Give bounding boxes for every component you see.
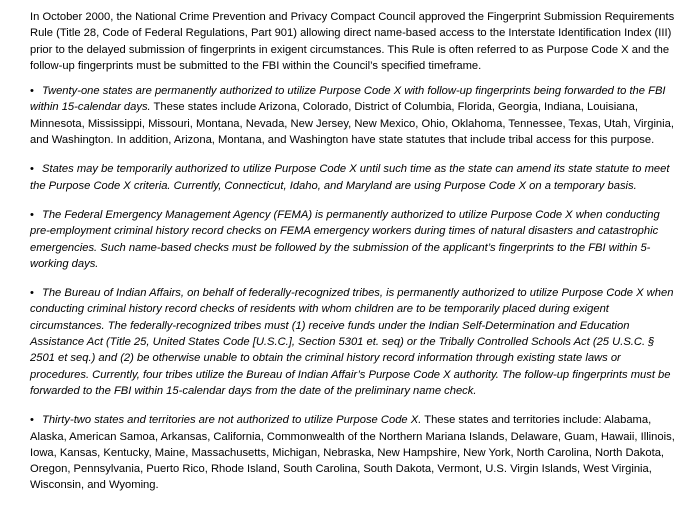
- bullet-icon: •: [30, 287, 34, 300]
- bullet-italic-text: Thirty-two states and territories are not authorized to utilize Purpose Code X.: [42, 414, 422, 427]
- bullet-item-permanent-states: [30, 83, 682, 148]
- bullet-icon: •: [30, 414, 34, 427]
- bullet-item-temporary-states: [30, 161, 682, 194]
- bullet-icon: •: [30, 85, 34, 98]
- bullet-item-not-authorized: [30, 412, 682, 493]
- bullet-icon: •: [30, 208, 34, 221]
- bullet-italic-text: States may be temporarily authorized to utilize Purpose Code X until such time as the state can amend its state statute to meet the Purpose Code X criteria. Currently, Connecticut, Idaho, and Maryland are using Purpose Code X on a temporary basis.: [30, 163, 670, 192]
- bullet-item-bureau-indian-affairs: [30, 285, 682, 399]
- bullet-icon: •: [30, 163, 34, 176]
- bullet-italic-text: Twenty-one states are permanently authorized to utilize Purpose Code X with follow-up fingerprints being forwarded to the FBI within 15-calendar days.: [30, 85, 666, 114]
- bullet-item-fema: [30, 207, 682, 272]
- bullet-list: [30, 83, 682, 494]
- intro-paragraph: In October 2000, the National Crime Prevention and Privacy Compact Council approved the Fingerprint Submission Requirements Rule (Title 28, Code of Federal Regulations, Part 901) allowing direct name-based access to the Interstate Identification Index (III) prior to the delayed submission of fingerprints in exigent circumstances. This Rule is often referred to as Purpose Code X and the follow-up fingerprints must be submitted to the FBI within the Council’s specified timeframe.: [30, 11, 675, 72]
- bullet-italic-text: The Bureau of Indian Affairs, on behalf of federally-recognized tribes, is permanently authorized to utilize Purpose Code X when conducting criminal history record checks of residents with whom children are to be temporarily placed during exigent circumstances. The federally-recognized tribes must (1) receive funds under the Indian Self-Determination and Education Assistance Act (Title 25, United States Code [U.S.C.], Section 5301 et. seq) or the Tribally Controlled Schools Act (25 U.S.C. § 2501 et seq.) and (2) be otherwise unable to obtain the criminal history record information through existing state laws or procedures. Currently, four tribes utilize the Bureau of Indian Affair’s Purpose Code X authority. The follow-up fingerprints must be forwarded to the FBI within 15-calendar days from the date of the preliminary name check.: [30, 287, 674, 397]
- bullet-plain-text: These states include Arizona, Colorado, District of Columbia, Florida, Georgia, Indiana, Louisiana, Minnesota, Mississippi, Missouri, Montana, Nevada, New Jersey, New Mexico, Ohio, Oklahoma, Tennessee, Texas, Utah, Virginia, and Washington. In addition, Arizona, Montana, and Washington have state statutes that include tribal access for this purpose.: [30, 101, 674, 147]
- bullet-plain-text: These states and territories include: Alabama, Alaska, American Samoa, Arkansas, California, Commonwealth of the Northern Mariana Islands, Delaware, Guam, Hawaii, Illinois, Iowa, Kansas, Kentucky, Maine, Massachusetts, Michigan, Nebraska, New Hampshire, New York, North Carolina, North Dakota, Oregon, Pennsylvania, Puerto Rico, Rhode Island, South Carolina, South Dakota, Vermont, U.S. Virgin Islands, West Virginia, Wisconsin, and Wyoming.: [30, 414, 675, 492]
- document-page: [30, 9, 682, 507]
- bullet-italic-text: The Federal Emergency Management Agency (FEMA) is permanently authorized to utilize Purpose Code X when conducting pre-employment criminal history record checks on FEMA emergency workers during times of natural disasters and catastrophic emergencies. Such name-based checks must be followed by the submission of the applicant’s fingerprints to the FBI within 5-working days.: [30, 208, 660, 270]
